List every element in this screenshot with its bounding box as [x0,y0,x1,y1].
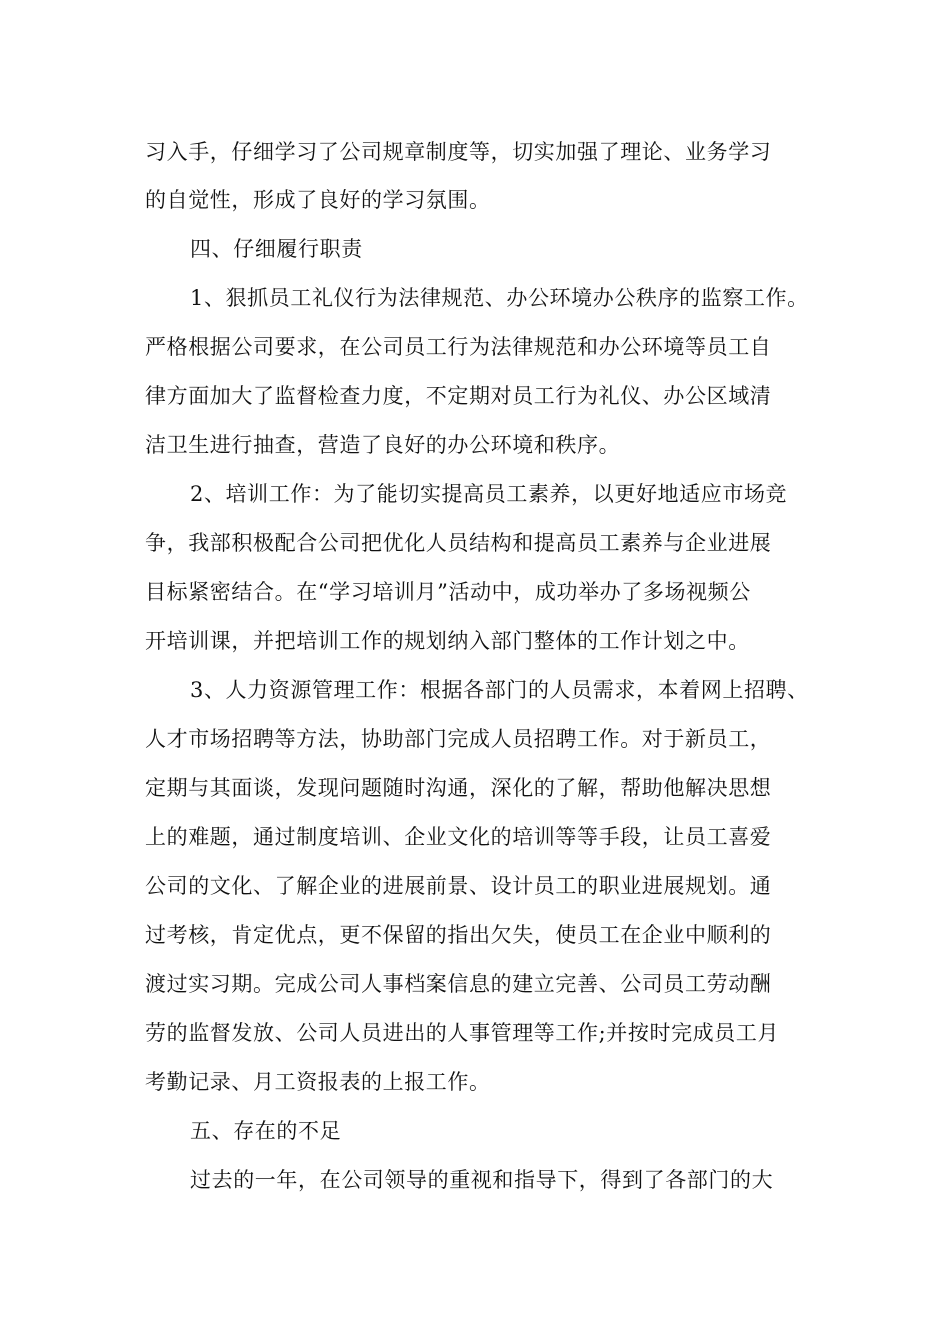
text-line: 严格根据公司要求，在公司员工行为法律规范和办公环境等员工自 [145,335,772,359]
text-line: 考勤记录、月工资报表的上报工作。 [145,1070,491,1094]
text-line: 洁卫生进行抽查，营造了良好的办公环境和秩序。 [145,433,621,457]
text-line: 劳的监督发放、公司人员进出的人事管理等工作;并按时完成员工月 [145,1021,780,1045]
text-line: 定期与其面谈，发现问题随时沟通，深化的了解，帮助他解决思想 [145,776,772,800]
text-line: 3、人力资源管理工作：根据各部门的人员需求，本着网上招聘、 [190,678,809,702]
section-heading: 四、仔细履行职责 [190,237,363,261]
text-line: 目标紧密结合。在“学习培训月”活动中，成功举办了多场视频公 [145,580,751,604]
text-line: 争，我部积极配合公司把优化人员结构和提高员工素养与企业进展 [145,531,772,555]
text-line: 上的难题，通过制度培训、企业文化的培训等等手段，让员工喜爱 [145,825,772,849]
text-line: 开培训课，并把培训工作的规划纳入部门整体的工作计划之中。 [145,629,750,653]
text-line: 1、狠抓员工礼仪行为法律规范、办公环境办公秩序的监察工作。 [190,286,809,310]
text-line: 2、培训工作：为了能切实提高员工素养，以更好地适应市场竞 [190,482,788,506]
text-line: 人才市场招聘等方法，协助部门完成人员招聘工作。对于新员工， [145,727,772,751]
text-line: 过去的一年，在公司领导的重视和指导下，得到了各部门的大 [190,1168,774,1192]
section-heading: 五、存在的不足 [190,1119,342,1143]
text-line: 渡过实习期。完成公司人事档案信息的建立完善、公司员工劳动酬 [145,972,772,996]
text-line: 的自觉性，形成了良好的学习氛围。 [145,188,491,212]
text-line: 公司的文化、了解企业的进展前景、设计员工的职业进展规划。通 [145,874,772,898]
text-line: 律方面加大了监督检查力度，不定期对员工行为礼仪、办公区域清 [145,384,772,408]
text-line: 习入手，仔细学习了公司规章制度等，切实加强了理论、业务学习 [145,140,772,164]
text-line: 过考核，肯定优点，更不保留的指出欠失，使员工在企业中顺利的 [145,923,772,947]
